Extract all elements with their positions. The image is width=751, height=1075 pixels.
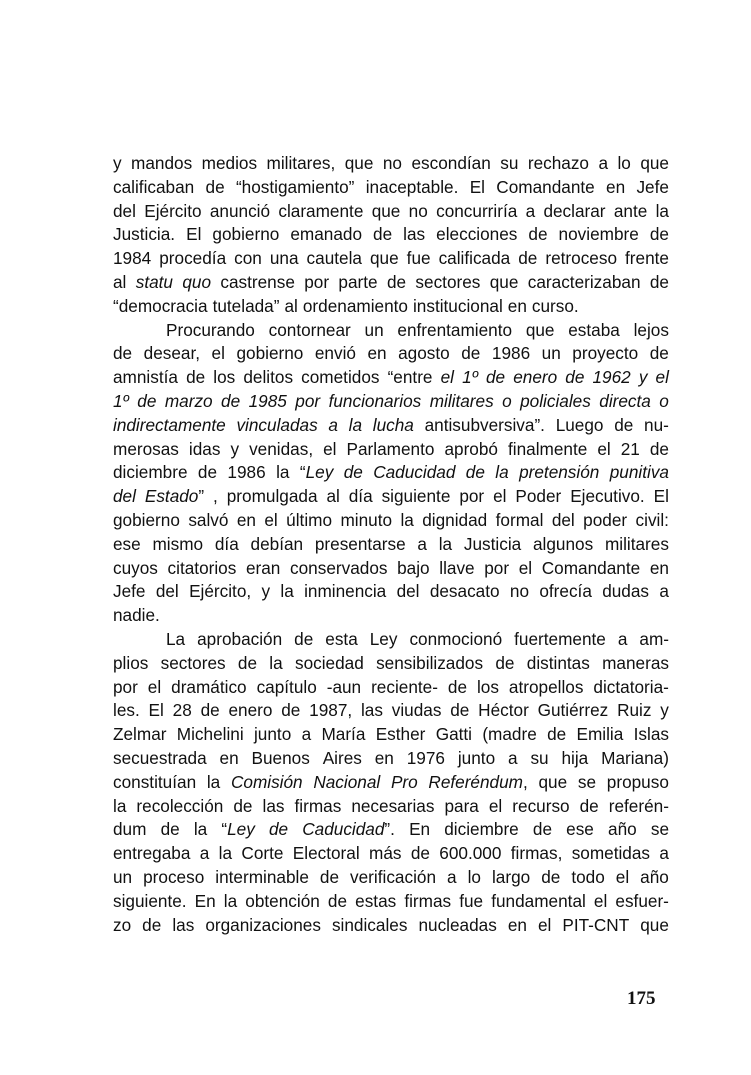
text-line: amnistía de los delitos cometidos “entre el 1º de enero de 1962 y el [113,367,669,388]
text-line: Procurando contornear un enfrentamiento que estaba lejos [166,319,669,340]
text-line: Justicia. El gobierno emanado de las elecciones de noviembre de [113,224,669,245]
text-line: constituían la Comisión Nacional Pro Referéndum, que se propuso [113,771,669,792]
text-line: diciembre de 1986 la “Ley de Caducidad de la pretensión punitiva [113,462,669,483]
text-line: indirectamente vinculadas a la lucha antisubversiva”. Luego de nu- [113,414,669,435]
text-line: nadie. [113,605,160,626]
text-line: del Ejército anunció claramente que no concurriría a declarar ante la [113,200,669,221]
text-line: un proceso interminable de verificación a lo largo de todo el año [113,866,669,887]
text-line: les. El 28 de enero de 1987, las viudas de Héctor Gutiérrez Ruiz y [113,700,669,721]
text-line: merosas idas y venidas, el Parlamento aprobó finalmente el 21 de [113,438,669,459]
text-line: plios sectores de la sociedad sensibilizados de distintas maneras [113,652,669,673]
text-line: gobierno salvó en el último minuto la dignidad formal del poder civil: [113,509,669,530]
text-line: al statu quo castrense por parte de sectores que caracterizaban de [113,271,669,292]
text-line: y mandos medios militares, que no escondían su rechazo a lo que [113,153,669,173]
text-line: del Estado” , promulgada al día siguiente por el Poder Ejecutivo. El [113,486,669,507]
text-line: por el dramático capítulo -aun reciente- de los atropellos dictatoria- [113,676,669,697]
text-line: siguiente. En la obtención de estas firmas fue fundamental el esfuer- [113,890,669,911]
text-line: 1984 procedía con una cautela que fue calificada de retroceso frente [113,248,669,269]
text-line: zo de las organizaciones sindicales nucleadas en el PIT-CNT que [113,914,669,935]
text-line: La aprobación de esta Ley conmocionó fuertemente a am- [166,628,669,649]
text-line: dum de la “Ley de Caducidad”. En diciembre de ese año se [113,819,669,840]
document-body [113,152,669,937]
text-line: calificaban de “hostigamiento” inaceptable. El Comandante en Jefe [113,176,669,197]
text-line: cuyos citatorios eran conservados bajo llave por el Comandante en [113,557,669,578]
text-line: 1º de marzo de 1985 por funcionarios militares o policiales directa o [113,390,669,411]
text-line: Zelmar Michelini junto a María Esther Gatti (madre de Emilia Islas [113,724,669,745]
text-line: ese mismo día debían presentarse a la Justicia algunos militares [113,533,669,554]
text-line: secuestrada en Buenos Aires en 1976 junto a su hija Mariana) [113,747,669,768]
page-number: 175 [627,988,656,1009]
text-line: de desear, el gobierno envió en agosto de 1986 un proyecto de [113,343,669,364]
text-line: la recolección de las firmas necesarias para el recurso de referén- [113,795,669,816]
text-line: Jefe del Ejército, y la inminencia del desacato no ofrecía dudas a [113,581,669,602]
text-line: entregaba a la Corte Electoral más de 600.000 firmas, sometidas a [113,843,669,864]
text-line: “democracia tutelada” al ordenamiento institucional en curso. [113,295,579,316]
